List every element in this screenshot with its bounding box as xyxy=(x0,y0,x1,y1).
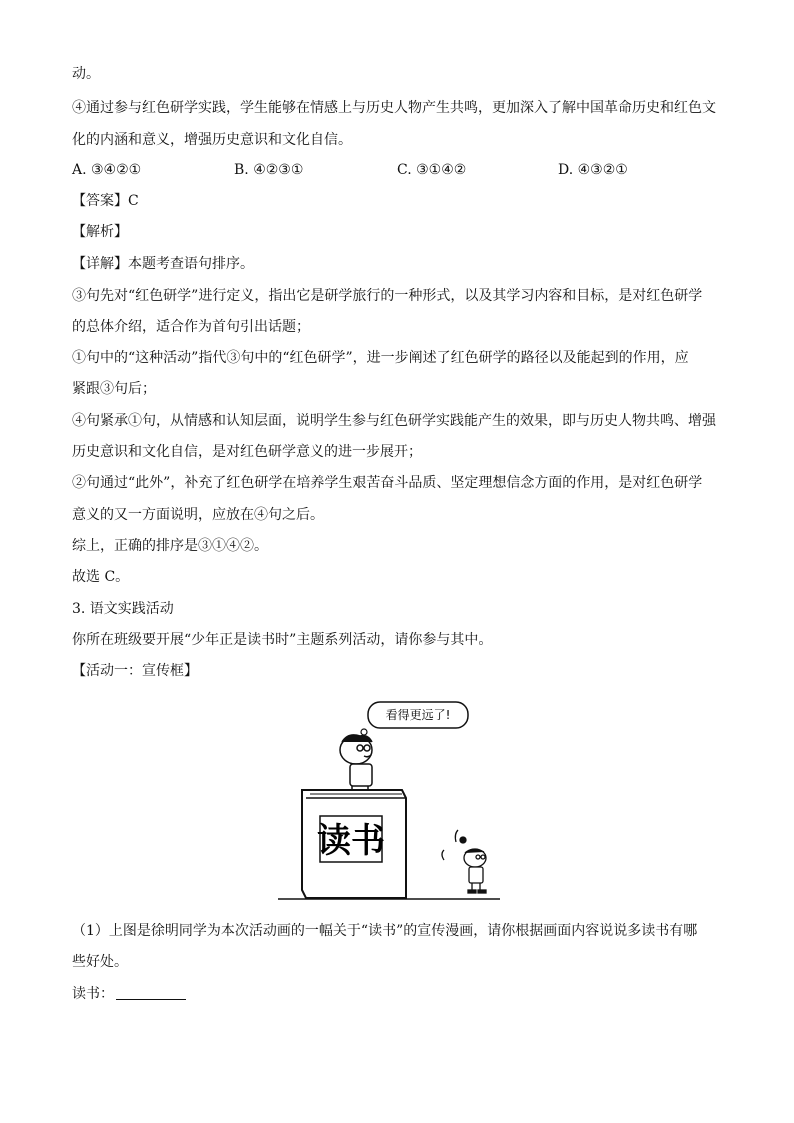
option-b: B. ④②③① xyxy=(234,162,304,178)
text-line: （1）上图是徐明同学为本次活动画的一幅关于“读书”的宣传漫画，请你根据画面内容说说多读书有哪 xyxy=(72,923,698,939)
text-line: 动。 xyxy=(72,66,100,82)
speech-bubble xyxy=(356,702,468,740)
text-line: 些好处。 xyxy=(72,954,128,970)
text-line: 紧跟③句后； xyxy=(72,381,156,397)
speech-text: 看得更远了! xyxy=(385,708,451,722)
small-boy xyxy=(442,830,486,893)
text-line: 的总体介绍，适合作为首句引出话题； xyxy=(72,319,310,335)
reading-cartoon xyxy=(268,690,508,905)
option-a: A. ③④②① xyxy=(72,162,142,178)
text-line: ②句通过“此外”，补充了红色研学在培养学生艰苦奋斗品质、坚定理想信念方面的作用，是对红色研学 xyxy=(72,475,703,491)
option-d: D. ④③②① xyxy=(558,162,628,178)
answer-label: 【答案】C xyxy=(72,193,139,209)
text-line: ①句中的“这种活动”指代③句中的“红色研学”，进一步阐述了红色研学的路径以及能起到的作用，应 xyxy=(72,350,689,366)
answer-prompt-row xyxy=(72,984,732,1004)
option-c: C. ③①④② xyxy=(397,162,467,178)
answer-blank[interactable] xyxy=(116,985,186,1000)
detail-line: 【详解】本题考查语句排序。 xyxy=(72,256,254,272)
standing-boy xyxy=(340,735,376,795)
question-intro: 你所在班级要开展“少年正是读书时”主题系列活动，请你参与其中。 xyxy=(72,632,493,648)
text-line: 意义的又一方面说明，应放在④句之后。 xyxy=(72,507,324,523)
book-illustration xyxy=(302,790,406,898)
text-line: ④通过参与红色研学实践，学生能够在情感上与历史人物产生共鸣，更加深入了解中国革命历史和红色文 xyxy=(72,100,716,116)
text-line: 化的内涵和意义，增强历史意识和文化自信。 xyxy=(72,132,352,148)
choice-line: 故选 C。 xyxy=(72,569,130,585)
text-line: 历史意识和文化自信，是对红色研学意义的进一步展开； xyxy=(72,444,422,460)
summary-line: 综上，正确的排序是③①④②。 xyxy=(72,538,268,554)
answer-prompt-label: 读书： xyxy=(72,986,114,1002)
book-title: 读书 xyxy=(317,821,385,861)
text-line: ③句先对“红色研学”进行定义，指出它是研学旅行的一种形式，以及其学习内容和目标，是对红色研学 xyxy=(72,288,703,304)
activity-heading: 【活动一：宣传框】 xyxy=(72,663,198,679)
text-line: ④句紧承①句，从情感和认知层面，说明学生参与红色研学实践能产生的效果，即与历史人物共鸣、增强 xyxy=(72,413,716,429)
analysis-label: 【解析】 xyxy=(72,224,128,240)
question-title: 3. 语文实践活动 xyxy=(72,601,174,617)
